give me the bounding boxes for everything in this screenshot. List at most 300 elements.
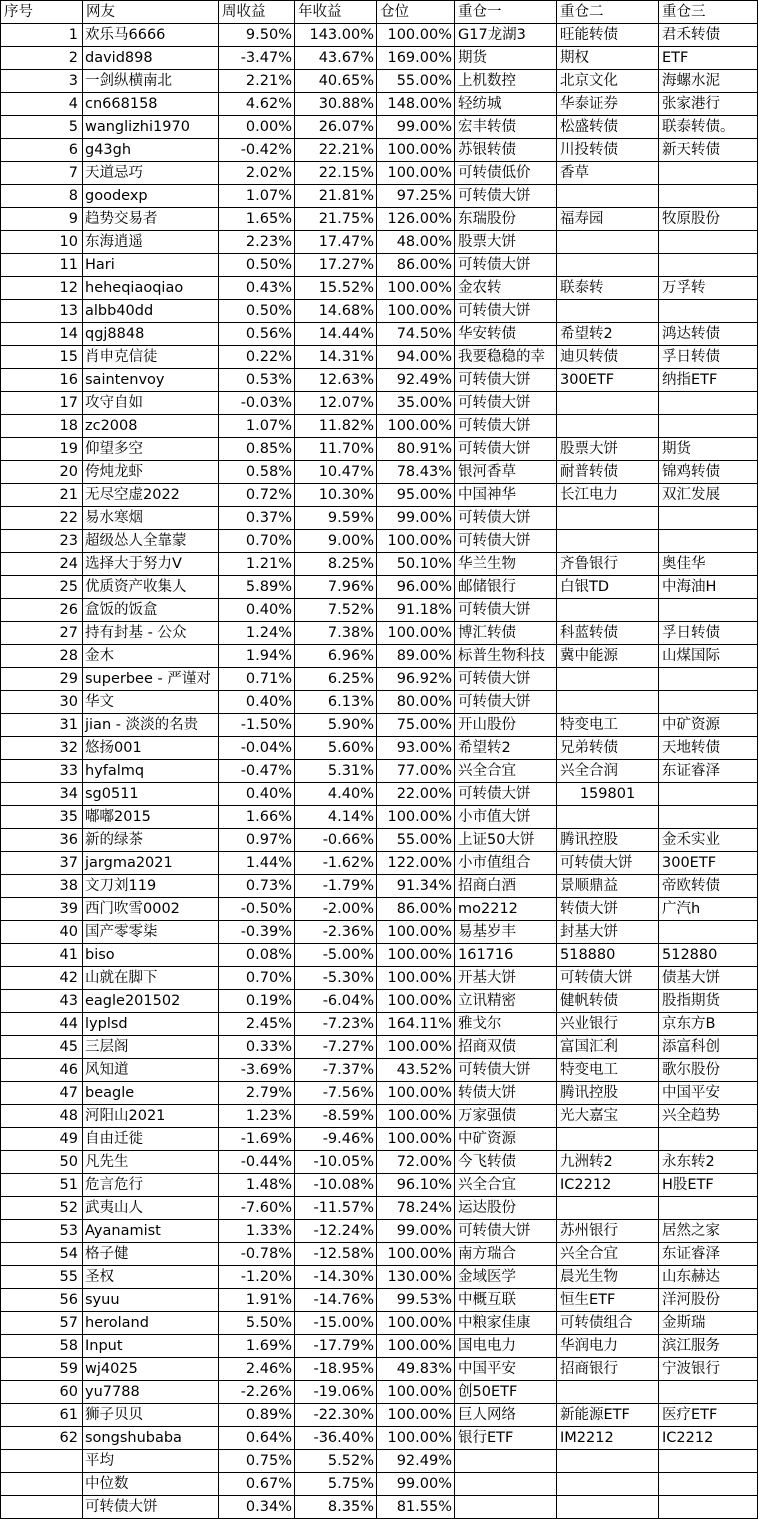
cell-holding-1[interactable]: 可转债大饼	[455, 1220, 557, 1243]
cell-position[interactable]: 100.00%	[377, 1335, 455, 1358]
cell-user[interactable]: yu7788	[83, 1381, 219, 1404]
cell-annual-return[interactable]: -5.30%	[295, 967, 377, 990]
cell-holding-1[interactable]: 希望转2	[455, 737, 557, 760]
cell-holding-3[interactable]: 京东方B	[659, 1013, 758, 1036]
cell-weekly-return[interactable]: 1.23%	[219, 1105, 295, 1128]
cell-index[interactable]: 27	[0, 622, 83, 645]
cell-position[interactable]: 100.00%	[377, 1427, 455, 1450]
cell-annual-return[interactable]: 7.38%	[295, 622, 377, 645]
cell-annual-return[interactable]: 43.67%	[295, 47, 377, 70]
cell-holding-3[interactable]: 512880	[659, 944, 758, 967]
cell-holding-3[interactable]	[659, 599, 758, 622]
cell-holding-3[interactable]	[659, 1128, 758, 1151]
cell-holding-1[interactable]: 招商白酒	[455, 875, 557, 898]
cell-holding-2[interactable]: 长江电力	[557, 484, 659, 507]
header-annual-return[interactable]: 年收益	[295, 0, 377, 24]
cell-user[interactable]: cn668158	[83, 93, 219, 116]
cell-holding-2[interactable]: 518880	[557, 944, 659, 967]
cell-position[interactable]: 78.43%	[377, 461, 455, 484]
cell-user[interactable]: Hari	[83, 254, 219, 277]
cell-holding-3[interactable]	[659, 162, 758, 185]
cell-position[interactable]: 100.00%	[377, 1243, 455, 1266]
cell-annual-return[interactable]: 22.15%	[295, 162, 377, 185]
cell-annual-return[interactable]: 10.30%	[295, 484, 377, 507]
cell-weekly-return[interactable]: 5.50%	[219, 1312, 295, 1335]
cell-user[interactable]: 仰望多空	[83, 438, 219, 461]
cell-user[interactable]: 超级怂人全靠蒙	[83, 530, 219, 553]
cell-index[interactable]: 58	[0, 1335, 83, 1358]
cell-holding-1[interactable]	[455, 1450, 557, 1473]
cell-holding-2[interactable]: 齐鲁银行	[557, 553, 659, 576]
cell-index[interactable]: 57	[0, 1312, 83, 1335]
cell-holding-3[interactable]	[659, 415, 758, 438]
cell-holding-3[interactable]: 东证睿泽	[659, 760, 758, 783]
cell-holding-3[interactable]	[659, 1473, 758, 1496]
cell-weekly-return[interactable]: 0.97%	[219, 829, 295, 852]
cell-position[interactable]: 95.00%	[377, 484, 455, 507]
cell-user[interactable]: 凡先生	[83, 1151, 219, 1174]
cell-holding-2[interactable]	[557, 1473, 659, 1496]
cell-annual-return[interactable]: 15.52%	[295, 277, 377, 300]
cell-holding-1[interactable]: 可转债大饼	[455, 300, 557, 323]
cell-index[interactable]: 4	[0, 93, 83, 116]
cell-holding-3[interactable]	[659, 300, 758, 323]
cell-holding-2[interactable]: 苏州银行	[557, 1220, 659, 1243]
cell-annual-return[interactable]: 5.52%	[295, 1450, 377, 1473]
cell-position[interactable]: 130.00%	[377, 1266, 455, 1289]
cell-index[interactable]: 10	[0, 231, 83, 254]
cell-annual-return[interactable]: -6.04%	[295, 990, 377, 1013]
cell-annual-return[interactable]: -19.06%	[295, 1381, 377, 1404]
cell-user[interactable]: 侉炖龙虾	[83, 461, 219, 484]
cell-holding-3[interactable]: 张家港行	[659, 93, 758, 116]
cell-user[interactable]: 平均	[83, 1450, 219, 1473]
cell-annual-return[interactable]: -12.24%	[295, 1220, 377, 1243]
cell-position[interactable]: 100.00%	[377, 24, 455, 47]
cell-index[interactable]: 40	[0, 921, 83, 944]
header-user[interactable]: 网友	[83, 0, 219, 24]
cell-holding-3[interactable]: 洋河股份	[659, 1289, 758, 1312]
cell-holding-2[interactable]: 兴全合润	[557, 760, 659, 783]
cell-weekly-return[interactable]: -0.42%	[219, 139, 295, 162]
cell-index[interactable]: 31	[0, 714, 83, 737]
cell-holding-1[interactable]: 今飞转债	[455, 1151, 557, 1174]
cell-user[interactable]: qgj8848	[83, 323, 219, 346]
cell-index[interactable]	[0, 1450, 83, 1473]
cell-holding-3[interactable]: 山东赫达	[659, 1266, 758, 1289]
cell-index[interactable]: 42	[0, 967, 83, 990]
cell-index[interactable]: 47	[0, 1082, 83, 1105]
cell-index[interactable]: 49	[0, 1128, 83, 1151]
cell-weekly-return[interactable]: 0.58%	[219, 461, 295, 484]
cell-holding-3[interactable]	[659, 392, 758, 415]
cell-holding-3[interactable]	[659, 1496, 758, 1519]
cell-weekly-return[interactable]: 1.44%	[219, 852, 295, 875]
cell-holding-3[interactable]: 中海油H	[659, 576, 758, 599]
cell-annual-return[interactable]: -10.08%	[295, 1174, 377, 1197]
cell-annual-return[interactable]: 21.81%	[295, 185, 377, 208]
cell-position[interactable]: 50.10%	[377, 553, 455, 576]
cell-user[interactable]: 武夷山人	[83, 1197, 219, 1220]
cell-weekly-return[interactable]: 0.22%	[219, 346, 295, 369]
cell-index[interactable]: 25	[0, 576, 83, 599]
cell-user[interactable]: 华文	[83, 691, 219, 714]
cell-position[interactable]: 97.25%	[377, 185, 455, 208]
cell-holding-1[interactable]: 博汇转债	[455, 622, 557, 645]
cell-holding-3[interactable]: 孚日转债	[659, 346, 758, 369]
cell-index[interactable]: 53	[0, 1220, 83, 1243]
cell-user[interactable]: 嘟嘟2015	[83, 806, 219, 829]
cell-annual-return[interactable]: -1.79%	[295, 875, 377, 898]
cell-holding-3[interactable]: 双汇发展	[659, 484, 758, 507]
cell-annual-return[interactable]: -12.58%	[295, 1243, 377, 1266]
cell-holding-1[interactable]: 可转债大饼	[455, 691, 557, 714]
cell-holding-3[interactable]: 山煤国际	[659, 645, 758, 668]
cell-holding-2[interactable]	[557, 231, 659, 254]
cell-annual-return[interactable]: 4.40%	[295, 783, 377, 806]
cell-holding-3[interactable]	[659, 254, 758, 277]
cell-holding-2[interactable]: 兴业银行	[557, 1013, 659, 1036]
header-holding-2[interactable]: 重仓二	[557, 0, 659, 24]
cell-user[interactable]: songshubaba	[83, 1427, 219, 1450]
cell-holding-3[interactable]: 医疗ETF	[659, 1404, 758, 1427]
cell-position[interactable]: 91.34%	[377, 875, 455, 898]
cell-holding-3[interactable]	[659, 691, 758, 714]
cell-annual-return[interactable]: 143.00%	[295, 24, 377, 47]
cell-position[interactable]: 100.00%	[377, 967, 455, 990]
cell-holding-2[interactable]: 联泰转	[557, 277, 659, 300]
cell-weekly-return[interactable]: 0.34%	[219, 1496, 295, 1519]
cell-index[interactable]: 14	[0, 323, 83, 346]
cell-index[interactable]: 6	[0, 139, 83, 162]
cell-position[interactable]: 55.00%	[377, 829, 455, 852]
cell-user[interactable]: 国产零零柒	[83, 921, 219, 944]
cell-position[interactable]: 126.00%	[377, 208, 455, 231]
cell-index[interactable]: 18	[0, 415, 83, 438]
cell-position[interactable]: 86.00%	[377, 898, 455, 921]
cell-holding-1[interactable]: 可转债大饼	[455, 507, 557, 530]
cell-holding-2[interactable]: 健帆转债	[557, 990, 659, 1013]
cell-position[interactable]: 49.83%	[377, 1358, 455, 1381]
cell-holding-1[interactable]: 可转债大饼	[455, 599, 557, 622]
cell-holding-1[interactable]: 华兰生物	[455, 553, 557, 576]
cell-user[interactable]: hyfalmq	[83, 760, 219, 783]
cell-index[interactable]: 48	[0, 1105, 83, 1128]
cell-holding-1[interactable]: 雅戈尔	[455, 1013, 557, 1036]
cell-index[interactable]: 28	[0, 645, 83, 668]
cell-user[interactable]: goodexp	[83, 185, 219, 208]
cell-weekly-return[interactable]: 1.66%	[219, 806, 295, 829]
cell-index[interactable]: 43	[0, 990, 83, 1013]
cell-holding-2[interactable]	[557, 1381, 659, 1404]
cell-holding-3[interactable]: 中矿资源	[659, 714, 758, 737]
cell-index[interactable]: 51	[0, 1174, 83, 1197]
cell-index[interactable]: 1	[0, 24, 83, 47]
cell-holding-1[interactable]: 兴全合宜	[455, 1174, 557, 1197]
cell-user[interactable]: 西门吹雪0002	[83, 898, 219, 921]
cell-user[interactable]: Ayanamist	[83, 1220, 219, 1243]
cell-user[interactable]: 危言危行	[83, 1174, 219, 1197]
cell-index[interactable]: 16	[0, 369, 83, 392]
cell-position[interactable]: 100.00%	[377, 944, 455, 967]
cell-holding-1[interactable]: 兴全合宜	[455, 760, 557, 783]
cell-holding-1[interactable]: 可转债大饼	[455, 438, 557, 461]
cell-index[interactable]: 5	[0, 116, 83, 139]
cell-index[interactable]: 50	[0, 1151, 83, 1174]
cell-holding-1[interactable]: 上机数控	[455, 70, 557, 93]
cell-holding-2[interactable]	[557, 668, 659, 691]
cell-user[interactable]: heheqiaoqiao	[83, 277, 219, 300]
cell-position[interactable]: 100.00%	[377, 1082, 455, 1105]
cell-holding-3[interactable]: 孚日转债	[659, 622, 758, 645]
cell-holding-2[interactable]: 光大嘉宝	[557, 1105, 659, 1128]
cell-annual-return[interactable]: 9.00%	[295, 530, 377, 553]
cell-annual-return[interactable]: -9.46%	[295, 1128, 377, 1151]
cell-holding-3[interactable]: 永东转2	[659, 1151, 758, 1174]
cell-user[interactable]: 肖申克信徒	[83, 346, 219, 369]
cell-user[interactable]: david898	[83, 47, 219, 70]
cell-position[interactable]: 89.00%	[377, 645, 455, 668]
cell-user[interactable]: zc2008	[83, 415, 219, 438]
cell-weekly-return[interactable]: 0.40%	[219, 599, 295, 622]
cell-annual-return[interactable]: 22.21%	[295, 139, 377, 162]
cell-position[interactable]: 100.00%	[377, 162, 455, 185]
cell-holding-3[interactable]: 新天转债	[659, 139, 758, 162]
cell-holding-2[interactable]: 华泰证券	[557, 93, 659, 116]
cell-index[interactable]: 39	[0, 898, 83, 921]
header-holding-3[interactable]: 重仓三	[659, 0, 758, 24]
cell-user[interactable]: 金木	[83, 645, 219, 668]
cell-holding-3[interactable]: 万孚转	[659, 277, 758, 300]
cell-annual-return[interactable]: 5.90%	[295, 714, 377, 737]
cell-weekly-return[interactable]: -0.47%	[219, 760, 295, 783]
cell-weekly-return[interactable]: -0.04%	[219, 737, 295, 760]
cell-annual-return[interactable]: -7.27%	[295, 1036, 377, 1059]
cell-holding-2[interactable]	[557, 1450, 659, 1473]
cell-holding-2[interactable]: 期权	[557, 47, 659, 70]
cell-holding-2[interactable]: 白银TD	[557, 576, 659, 599]
cell-user[interactable]: 圣权	[83, 1266, 219, 1289]
cell-user[interactable]: jargma2021	[83, 852, 219, 875]
cell-holding-2[interactable]: 腾讯控股	[557, 1082, 659, 1105]
cell-annual-return[interactable]: 26.07%	[295, 116, 377, 139]
cell-index[interactable]: 30	[0, 691, 83, 714]
cell-holding-1[interactable]: 华安转债	[455, 323, 557, 346]
cell-holding-2[interactable]: 恒生ETF	[557, 1289, 659, 1312]
cell-position[interactable]: 100.00%	[377, 622, 455, 645]
cell-holding-2[interactable]	[557, 1197, 659, 1220]
cell-position[interactable]: 92.49%	[377, 369, 455, 392]
cell-holding-2[interactable]: 科蓝转债	[557, 622, 659, 645]
cell-holding-3[interactable]: 君禾转债	[659, 24, 758, 47]
cell-position[interactable]: 43.52%	[377, 1059, 455, 1082]
cell-holding-2[interactable]: 晨光生物	[557, 1266, 659, 1289]
cell-position[interactable]: 100.00%	[377, 1105, 455, 1128]
cell-weekly-return[interactable]: -0.03%	[219, 392, 295, 415]
cell-holding-2[interactable]: 北京文化	[557, 70, 659, 93]
cell-weekly-return[interactable]: -1.69%	[219, 1128, 295, 1151]
cell-position[interactable]: 99.00%	[377, 116, 455, 139]
cell-weekly-return[interactable]: 2.21%	[219, 70, 295, 93]
cell-index[interactable]: 8	[0, 185, 83, 208]
cell-position[interactable]: 100.00%	[377, 1036, 455, 1059]
cell-position[interactable]: 91.18%	[377, 599, 455, 622]
cell-user[interactable]: 天道忌巧	[83, 162, 219, 185]
cell-holding-3[interactable]: 滨江服务	[659, 1335, 758, 1358]
cell-holding-1[interactable]: 宏丰转债	[455, 116, 557, 139]
cell-weekly-return[interactable]: 0.73%	[219, 875, 295, 898]
cell-index[interactable]: 60	[0, 1381, 83, 1404]
cell-holding-2[interactable]: 景顺鼎益	[557, 875, 659, 898]
cell-weekly-return[interactable]: 1.94%	[219, 645, 295, 668]
cell-holding-3[interactable]: 歌尔股份	[659, 1059, 758, 1082]
cell-holding-3[interactable]: 牧原股份	[659, 208, 758, 231]
cell-user[interactable]: superbee - 严谨对	[83, 668, 219, 691]
cell-weekly-return[interactable]: 0.19%	[219, 990, 295, 1013]
cell-user[interactable]: 风知道	[83, 1059, 219, 1082]
cell-annual-return[interactable]: -5.00%	[295, 944, 377, 967]
cell-index[interactable]: 12	[0, 277, 83, 300]
cell-weekly-return[interactable]: 0.72%	[219, 484, 295, 507]
cell-holding-2[interactable]	[557, 806, 659, 829]
cell-annual-return[interactable]: 17.27%	[295, 254, 377, 277]
cell-holding-2[interactable]: 腾讯控股	[557, 829, 659, 852]
cell-holding-2[interactable]	[557, 415, 659, 438]
cell-annual-return[interactable]: 7.52%	[295, 599, 377, 622]
cell-holding-3[interactable]: 广汽h	[659, 898, 758, 921]
cell-position[interactable]: 100.00%	[377, 415, 455, 438]
cell-position[interactable]: 100.00%	[377, 1404, 455, 1427]
cell-weekly-return[interactable]: 2.02%	[219, 162, 295, 185]
cell-position[interactable]: 81.55%	[377, 1496, 455, 1519]
cell-weekly-return[interactable]: 0.89%	[219, 1404, 295, 1427]
cell-weekly-return[interactable]: 0.08%	[219, 944, 295, 967]
cell-user[interactable]: eagle201502	[83, 990, 219, 1013]
cell-position[interactable]: 100.00%	[377, 990, 455, 1013]
cell-holding-3[interactable]	[659, 231, 758, 254]
cell-holding-3[interactable]: 锦鸡转债	[659, 461, 758, 484]
cell-annual-return[interactable]: -8.59%	[295, 1105, 377, 1128]
cell-index[interactable]	[0, 1496, 83, 1519]
cell-holding-2[interactable]	[557, 1128, 659, 1151]
cell-index[interactable]: 29	[0, 668, 83, 691]
cell-position[interactable]: 92.49%	[377, 1450, 455, 1473]
cell-annual-return[interactable]: 14.31%	[295, 346, 377, 369]
cell-holding-1[interactable]: 可转债大饼	[455, 1059, 557, 1082]
cell-weekly-return[interactable]: 0.64%	[219, 1427, 295, 1450]
header-index[interactable]: 序号	[0, 0, 83, 24]
cell-annual-return[interactable]: -7.37%	[295, 1059, 377, 1082]
cell-weekly-return[interactable]: -1.20%	[219, 1266, 295, 1289]
cell-user[interactable]: saintenvoy	[83, 369, 219, 392]
cell-annual-return[interactable]: -18.95%	[295, 1358, 377, 1381]
cell-holding-2[interactable]: 特变电工	[557, 1059, 659, 1082]
cell-holding-1[interactable]: 开基大饼	[455, 967, 557, 990]
cell-weekly-return[interactable]: 2.23%	[219, 231, 295, 254]
cell-holding-1[interactable]: 邮储银行	[455, 576, 557, 599]
cell-holding-1[interactable]: 可转债大饼	[455, 783, 557, 806]
cell-user[interactable]: albb40dd	[83, 300, 219, 323]
cell-holding-2[interactable]: 希望转2	[557, 323, 659, 346]
cell-position[interactable]: 99.53%	[377, 1289, 455, 1312]
cell-annual-return[interactable]: 6.13%	[295, 691, 377, 714]
cell-holding-2[interactable]: 招商银行	[557, 1358, 659, 1381]
cell-weekly-return[interactable]: 2.46%	[219, 1358, 295, 1381]
cell-weekly-return[interactable]: 1.91%	[219, 1289, 295, 1312]
cell-position[interactable]: 35.00%	[377, 392, 455, 415]
cell-position[interactable]: 100.00%	[377, 1312, 455, 1335]
cell-holding-1[interactable]: 小市值组合	[455, 852, 557, 875]
cell-annual-return[interactable]: 9.59%	[295, 507, 377, 530]
cell-index[interactable]: 22	[0, 507, 83, 530]
header-weekly-return[interactable]: 周收益	[219, 0, 295, 24]
cell-holding-3[interactable]	[659, 1197, 758, 1220]
cell-position[interactable]: 93.00%	[377, 737, 455, 760]
cell-holding-1[interactable]: 可转债大饼	[455, 369, 557, 392]
cell-annual-return[interactable]: 8.25%	[295, 553, 377, 576]
cell-user[interactable]: g43gh	[83, 139, 219, 162]
cell-holding-3[interactable]: 金斯瑞	[659, 1312, 758, 1335]
cell-holding-2[interactable]	[557, 254, 659, 277]
cell-holding-2[interactable]: IM2212	[557, 1427, 659, 1450]
cell-position[interactable]: 96.00%	[377, 576, 455, 599]
cell-holding-3[interactable]	[659, 507, 758, 530]
cell-holding-1[interactable]: 开山股份	[455, 714, 557, 737]
cell-position[interactable]: 74.50%	[377, 323, 455, 346]
cell-holding-3[interactable]: 联泰转债。	[659, 116, 758, 139]
cell-holding-1[interactable]: 中矿资源	[455, 1128, 557, 1151]
cell-holding-2[interactable]: 耐普转债	[557, 461, 659, 484]
cell-holding-1[interactable]: 万家强债	[455, 1105, 557, 1128]
header-position[interactable]: 仓位	[377, 0, 455, 24]
cell-annual-return[interactable]: 7.96%	[295, 576, 377, 599]
cell-holding-1[interactable]: 银河香草	[455, 461, 557, 484]
cell-user[interactable]: 优质资产收集人	[83, 576, 219, 599]
cell-index[interactable]: 56	[0, 1289, 83, 1312]
cell-index[interactable]: 26	[0, 599, 83, 622]
cell-holding-2[interactable]: 富国汇利	[557, 1036, 659, 1059]
cell-position[interactable]: 48.00%	[377, 231, 455, 254]
cell-holding-3[interactable]	[659, 530, 758, 553]
cell-annual-return[interactable]: -10.05%	[295, 1151, 377, 1174]
cell-holding-1[interactable]: 金农转	[455, 277, 557, 300]
cell-position[interactable]: 99.00%	[377, 1220, 455, 1243]
cell-weekly-return[interactable]: 0.71%	[219, 668, 295, 691]
cell-holding-3[interactable]: IC2212	[659, 1427, 758, 1450]
cell-user[interactable]: 格子健	[83, 1243, 219, 1266]
cell-holding-2[interactable]: 可转债大饼	[557, 852, 659, 875]
cell-user[interactable]: 自由迁徙	[83, 1128, 219, 1151]
cell-position[interactable]: 122.00%	[377, 852, 455, 875]
cell-holding-1[interactable]: 可转债大饼	[455, 254, 557, 277]
cell-holding-3[interactable]: 东证睿泽	[659, 1243, 758, 1266]
cell-weekly-return[interactable]: -0.78%	[219, 1243, 295, 1266]
cell-annual-return[interactable]: 11.82%	[295, 415, 377, 438]
cell-weekly-return[interactable]: 0.50%	[219, 300, 295, 323]
cell-holding-3[interactable]	[659, 1450, 758, 1473]
cell-weekly-return[interactable]: 0.85%	[219, 438, 295, 461]
cell-holding-3[interactable]: 奥佳华	[659, 553, 758, 576]
cell-holding-3[interactable]: 宁波银行	[659, 1358, 758, 1381]
cell-weekly-return[interactable]: 2.79%	[219, 1082, 295, 1105]
cell-holding-1[interactable]: 苏银转债	[455, 139, 557, 162]
cell-weekly-return[interactable]: 0.00%	[219, 116, 295, 139]
cell-annual-return[interactable]: -7.56%	[295, 1082, 377, 1105]
cell-annual-return[interactable]: -15.00%	[295, 1312, 377, 1335]
cell-holding-1[interactable]: 国电电力	[455, 1335, 557, 1358]
cell-user[interactable]: heroland	[83, 1312, 219, 1335]
cell-position[interactable]: 100.00%	[377, 806, 455, 829]
